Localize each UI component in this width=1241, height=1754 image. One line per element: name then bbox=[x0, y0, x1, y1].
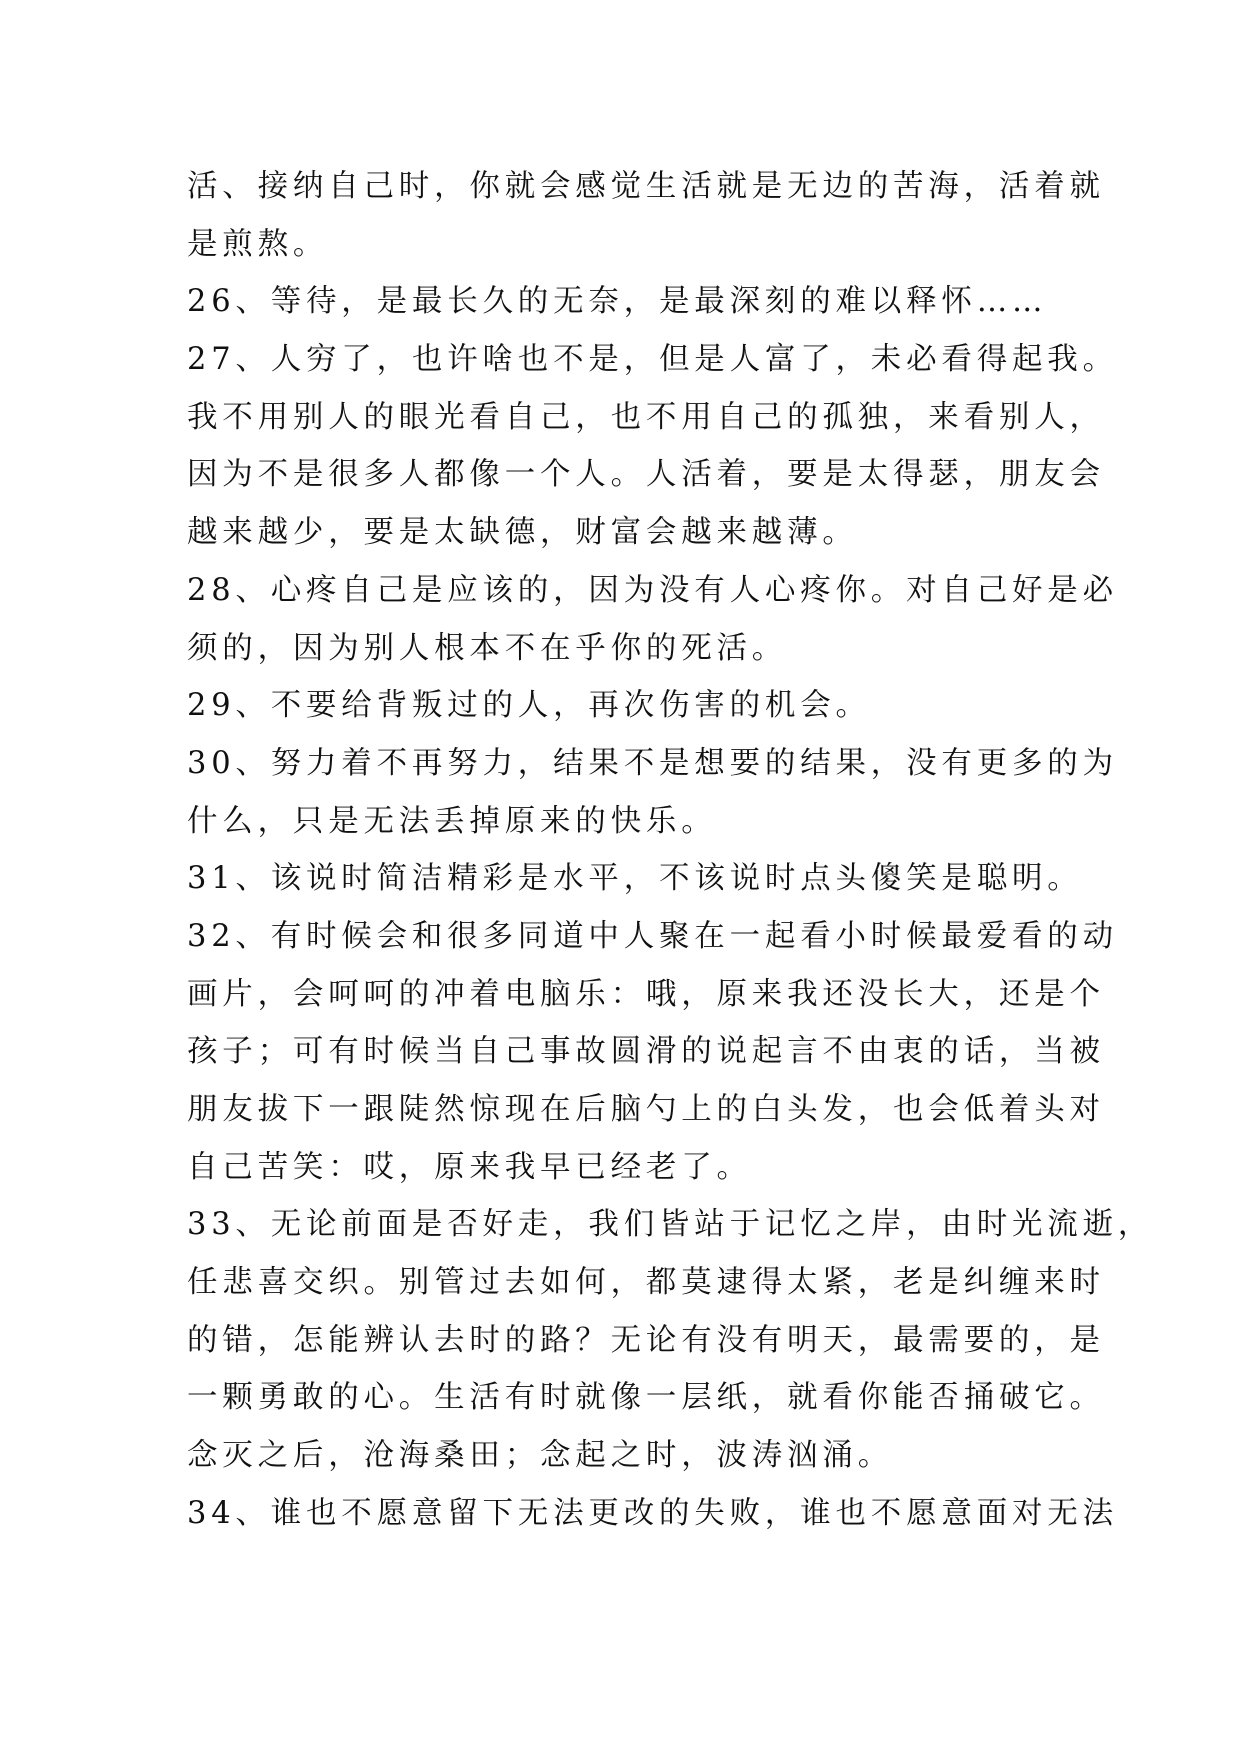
text-line: 29、不要给背叛过的人，再次伤害的机会。 bbox=[187, 688, 871, 724]
text-line: 活、接纳自己时，你就会感觉生活就是无边的苦海，活着就 bbox=[187, 169, 1105, 204]
document-page bbox=[187, 158, 1154, 1543]
text-line: 32、有时候会和很多同道中人聚在一起看小时候最爱看的动 bbox=[187, 918, 1118, 954]
text-line: 孩子；可有时候当自己事故圆滑的说起言不由衷的话，当被 bbox=[187, 1034, 1105, 1070]
text-line: 34、谁也不愿意留下无法更改的失败，谁也不愿意面对无法 bbox=[187, 1495, 1118, 1531]
text-line: 33、无论前面是否好走，我们皆站于记忆之岸，由时光流逝， bbox=[187, 1207, 1154, 1243]
text-line: 我不用别人的眼光看自己，也不用自己的孤独，来看别人， bbox=[187, 399, 1105, 435]
text-line: 的错，怎能辨认去时的路？无论有没有明天，最需要的，是 bbox=[187, 1322, 1105, 1358]
text-line: 画片，会呵呵的冲着电脑乐：哦，原来我还没长大，还是个 bbox=[187, 976, 1105, 1012]
text-line: 什么，只是无法丢掉原来的快乐。 bbox=[187, 803, 717, 839]
text-line: 越来越少，要是太缺德，财富会越来越薄。 bbox=[187, 515, 858, 551]
text-line: 须的，因为别人根本不在乎你的死活。 bbox=[187, 630, 788, 666]
text-line: 30、努力着不再努力，结果不是想要的结果，没有更多的为 bbox=[187, 745, 1118, 781]
text-line: 26、等待，是最长久的无奈，是最深刻的难以释怀…… bbox=[187, 284, 1048, 320]
text-line: 因为不是很多人都像一个人。人活着，要是太得瑟，朋友会 bbox=[187, 457, 1105, 493]
text-line: 念灭之后，沧海桑田；念起之时，波涛汹涌。 bbox=[187, 1438, 893, 1474]
text-line: 任悲喜交织。别管过去如何，都莫逮得太紧，老是纠缠来时 bbox=[187, 1265, 1105, 1301]
text-line: 27、人穷了，也许啥也不是，但是人富了，未必看得起我。 bbox=[187, 342, 1118, 378]
text-line: 自己苦笑：哎，原来我早已经老了。 bbox=[187, 1149, 752, 1185]
text-line: 是煎熬。 bbox=[187, 226, 329, 262]
text-line: 朋友拔下一跟陡然惊现在后脑勺上的白头发，也会低着头对 bbox=[187, 1092, 1105, 1127]
text-line: 28、心疼自己是应该的，因为没有人心疼你。对自己好是必 bbox=[187, 572, 1118, 608]
text-line: 31、该说时简洁精彩是水平，不该说时点头傻笑是聪明。 bbox=[187, 861, 1083, 897]
text-line: 一颗勇敢的心。生活有时就像一层纸，就看你能否捅破它。 bbox=[187, 1380, 1105, 1416]
